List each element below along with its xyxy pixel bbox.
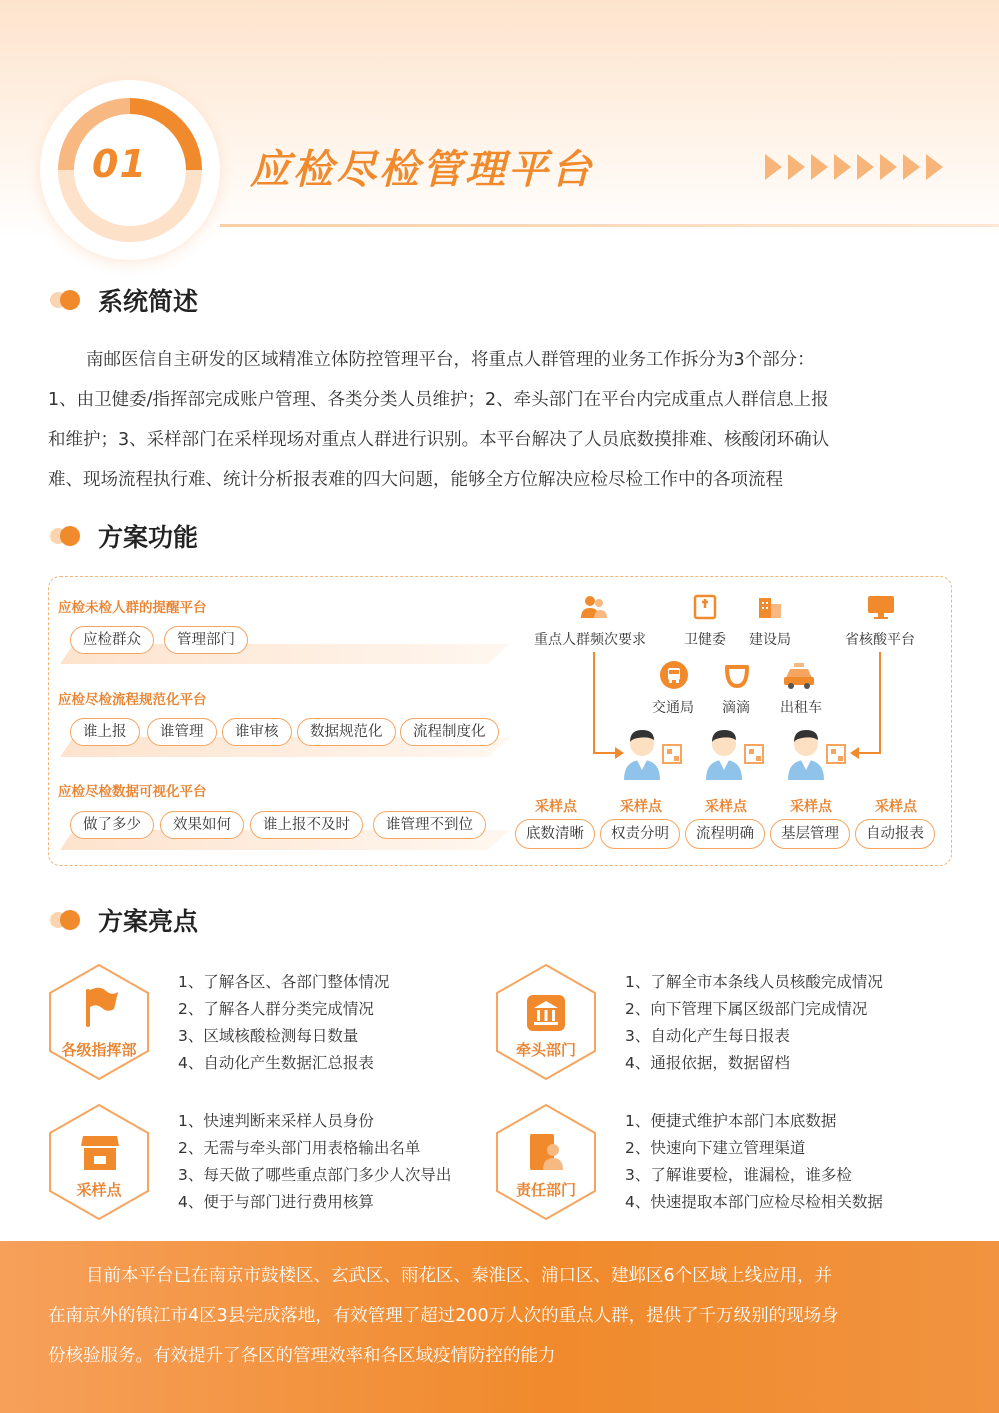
highlight-list: 1、快速判断来采样人员身份 2、无需与牵头部门用表格输出名单 3、每天做了哪些重点部门多少人次导出 4、便于与部门进行费用核算 [178,1112,452,1211]
source-label: 重点人群频次要求 [534,632,646,648]
door-person-icon [526,1132,566,1172]
source-label: 建设局 [749,632,791,648]
highlight-list: 1、了解各区、各部门整体情况 2、了解各人群分类完成情况 3、区域核酸检测每日数量 4、自动化产生数据汇总报表 [178,973,390,1072]
flow-line [593,652,595,752]
health-book-icon [692,594,718,620]
source-label: 出租车 [780,700,822,716]
title-divider [220,224,999,227]
taxi-icon [782,660,816,690]
qr-code-icon [662,744,682,764]
tag-pill: 谁审核 [222,718,292,746]
monitor-icon [866,594,896,620]
highlight-label: 牵头部门 [515,1041,576,1059]
footer-paragraph: 目前本平台已在南京市鼓楼区、玄武区、雨花区、秦淮区、浦口区、建邺区6个区域上线应用，并 在南京外的镇江市4区3县完成落地，有效管理了超过200万人次的重点人群，提供了千万级别的现场身 份核验服务。有效提升了各区的管理效率和各区域疫情防控的能力 [48,1266,839,1366]
sampling-point-pill: 权责分明 [600,819,680,849]
qr-code-icon [744,744,764,764]
arrow-left-icon [850,747,859,759]
decorative-arrows-icon [765,154,949,182]
sampling-point-title: 采样点 [705,799,747,815]
bullet-dots-icon [50,910,82,930]
tag-pill: 谁管理不到位 [373,811,486,839]
source-label: 滴滴 [722,700,750,716]
highlight-label: 各级指挥部 [61,1041,137,1059]
tag-pill: 谁上报不及时 [250,811,363,839]
bullet-dots-icon [50,290,82,310]
person-avatar-icon [620,724,664,780]
shop-icon [80,1132,120,1172]
section-number: 01 [92,142,147,186]
sampling-point-title: 采样点 [875,799,917,815]
sampling-point-pill: 基层管理 [770,819,850,849]
source-label: 卫健委 [684,632,726,648]
people-group-icon [580,594,608,620]
page-title: 应检尽检管理平台 [250,147,594,193]
tag-pill: 数据规范化 [297,718,396,746]
flow-line [857,752,881,754]
tag-pill: 流程制度化 [400,718,499,746]
intro-paragraph: 南邮医信自主研发的区域精准立体防控管理平台，将重点人群管理的业务工作拆分为3个部分： 1、由卫健委/指挥部完成账户管理、各类分类人员维护；2、牵头部门在平台内完成重点人群信息上报 和维护；3、采样部门在采样现场对重点人群进行识别。本平台解决了人员底数摸排难、核酸闭环确认 难、现场流程执行难、统计分析报表难的四大问题，能够全方位解决应检尽检工作中的各项流程 [48,350,830,490]
sampling-point-pill: 自动报表 [855,819,935,849]
sampling-point-pill: 流程明确 [685,819,765,849]
sampling-point-title: 采样点 [620,799,662,815]
section-function-heading: 方案功能 [50,518,198,554]
highlight-label: 采样点 [76,1181,122,1199]
highlight-list: 1、了解全市本条线人员核酸完成情况 2、向下管理下属区级部门完成情况 3、自动化产生每日报表 4、通报依据，数据留档 [625,973,883,1072]
platform-title: 应检未检人群的提醒平台 [58,600,207,616]
tag-pill: 效果如何 [160,811,244,839]
section-highlight-heading: 方案亮点 [50,902,198,938]
tag-pill: 管理部门 [164,626,248,654]
tag-pill: 谁管理 [147,718,217,746]
building-icon [756,594,784,620]
bus-icon [659,660,689,690]
qr-code-icon [826,744,846,764]
tag-pill: 谁上报 [70,718,140,746]
highlight-list: 1、便捷式维护本部门本底数据 2、快速向下建立管理渠道 3、了解谁要检，谁漏检，谁多检 4、快速提取本部门应检尽检相关数据 [625,1112,883,1211]
bullet-dots-icon [50,526,82,546]
didi-icon [722,660,752,690]
source-label: 省核酸平台 [845,632,915,648]
person-avatar-icon [784,724,828,780]
highlight-label: 责任部门 [515,1181,576,1199]
tag-pill: 做了多少 [70,811,154,839]
sampling-point-title: 采样点 [790,799,832,815]
flow-line [879,652,881,752]
flow-line [593,752,617,754]
platform-title: 应检尽检数据可视化平台 [58,784,207,800]
person-avatar-icon [702,724,746,780]
section-intro-heading: 系统简述 [50,282,198,318]
flag-icon [80,985,120,1029]
sampling-point-pill: 底数清晰 [515,819,595,849]
source-label: 交通局 [652,700,694,716]
platform-title: 应检尽检流程规范化平台 [58,692,207,708]
bank-icon [526,994,566,1032]
sampling-point-title: 采样点 [535,799,577,815]
tag-pill: 应检群众 [70,626,154,654]
